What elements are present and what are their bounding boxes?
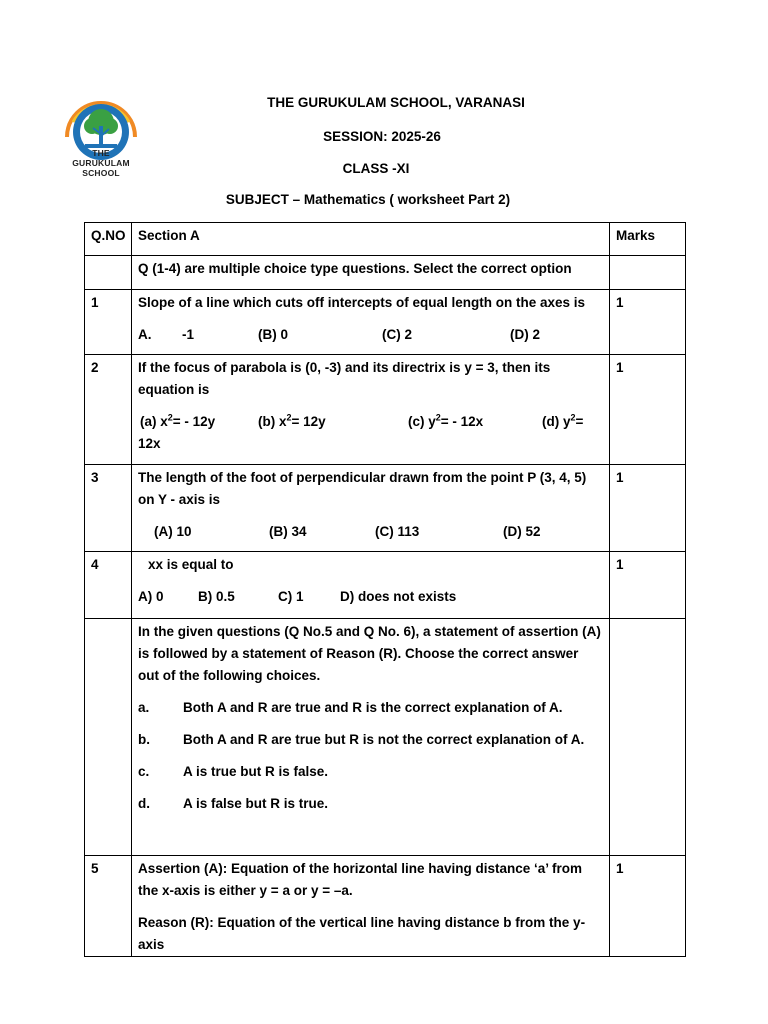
question-row-1 <box>85 290 686 355</box>
option-b: (B) 34 <box>269 524 307 539</box>
options-row <box>138 521 603 543</box>
reason-text: Reason (R): Equation of the vertical line having distance b from the y-axis <box>138 915 586 952</box>
section-header: Section A <box>138 228 200 243</box>
assertion-reason-instructions-row <box>85 619 686 856</box>
options-row <box>138 324 603 346</box>
logo-line-the: THE <box>92 148 110 158</box>
qno-header: Q.NO <box>91 228 126 243</box>
question-number: 1 <box>91 295 99 310</box>
school-name: THE GURUKULAM SCHOOL, VARANASI <box>267 95 525 110</box>
mcq-instruction: Q (1-4) are multiple choice type questions. Select the correct option <box>138 261 572 276</box>
option-d-continued: 12x <box>138 436 161 451</box>
question-number: 2 <box>91 360 99 375</box>
option-c: (c) $y^2= - 12x$ <box>408 412 484 429</box>
option-a: -1 <box>182 327 195 342</box>
option-d: (d) $y^2=$ <box>542 412 584 429</box>
list-item: c. A is true but R is false. <box>138 764 329 779</box>
question-marks: 1 <box>616 360 624 375</box>
question-marks: 1 <box>616 557 624 572</box>
question-row-3 <box>85 465 686 552</box>
question-marks: 1 <box>616 295 624 310</box>
question-row-4 <box>85 552 686 619</box>
logo-line-school: SCHOOL <box>82 168 120 178</box>
option-c: (C) 113 <box>375 524 420 539</box>
question-number: 3 <box>91 470 99 485</box>
question-text: If the focus of parabola is (0, -3) and its directrix is y = 3, then its equation is <box>138 360 551 397</box>
question-number: 5 <box>91 861 99 876</box>
option-b: (B) 0 <box>258 327 288 342</box>
option-c: (C) 2 <box>382 327 412 342</box>
list-item: a. Both A and R are true and R is the correct explanation of A. <box>138 700 563 715</box>
option-label: A. <box>138 327 152 342</box>
options-row <box>138 586 603 608</box>
option-d: (D) 2 <box>510 327 540 342</box>
option-a: A) 0 <box>138 589 164 604</box>
question-text: The length of the foot of perpendicular drawn from the point P (3, 4, 5) on Y - axis is <box>138 470 587 507</box>
class-label: CLASS -XI <box>342 161 410 176</box>
option-a: (A) 10 <box>154 524 192 539</box>
intro-row <box>85 256 686 290</box>
question-number: 4 <box>91 557 99 572</box>
question-row-2 <box>85 355 686 465</box>
question-text: xx is equal to <box>148 557 234 572</box>
choice-list <box>138 697 603 815</box>
session-label: SESSION: 2025-26 <box>323 129 441 144</box>
logo-line-gurukulam: GURUKULAM <box>72 158 130 168</box>
table-header-row <box>85 223 686 256</box>
option-a: (a) $x^2= - 12y$ <box>140 412 216 429</box>
option-c: C) 1 <box>278 589 304 604</box>
option-b: (b) $x^2= 12y$ <box>258 412 326 429</box>
marks-header: Marks <box>616 228 656 243</box>
list-item: d. A is false but R is true. <box>138 796 329 811</box>
assertion-reason-instruction: In the given questions (Q No.5 and Q No. 6), a statement of assertion (A) is followed by a statement of Reason (R). Choose the correct answer out of the following choices. <box>138 624 601 683</box>
question-row-5 <box>85 856 686 957</box>
question-table <box>84 222 686 957</box>
assertion-text: Assertion (A): Equation of the horizontal line having distance ‘a’ from the x-axis is either y = a or y = –a. <box>138 861 583 898</box>
option-b: B) 0.5 <box>198 589 235 604</box>
subject-label: SUBJECT – Mathematics ( worksheet Part 2) <box>225 192 511 207</box>
options-row <box>138 411 603 433</box>
option-d: D) does not exists <box>340 589 457 604</box>
question-marks: 1 <box>616 861 624 876</box>
question-marks: 1 <box>616 470 624 485</box>
option-d: (D) 52 <box>503 524 541 539</box>
list-item: b. Both A and R are true but R is not the correct explanation of A. <box>138 732 585 747</box>
question-text: Slope of a line which cuts off intercepts of equal length on the axes is <box>138 295 586 310</box>
